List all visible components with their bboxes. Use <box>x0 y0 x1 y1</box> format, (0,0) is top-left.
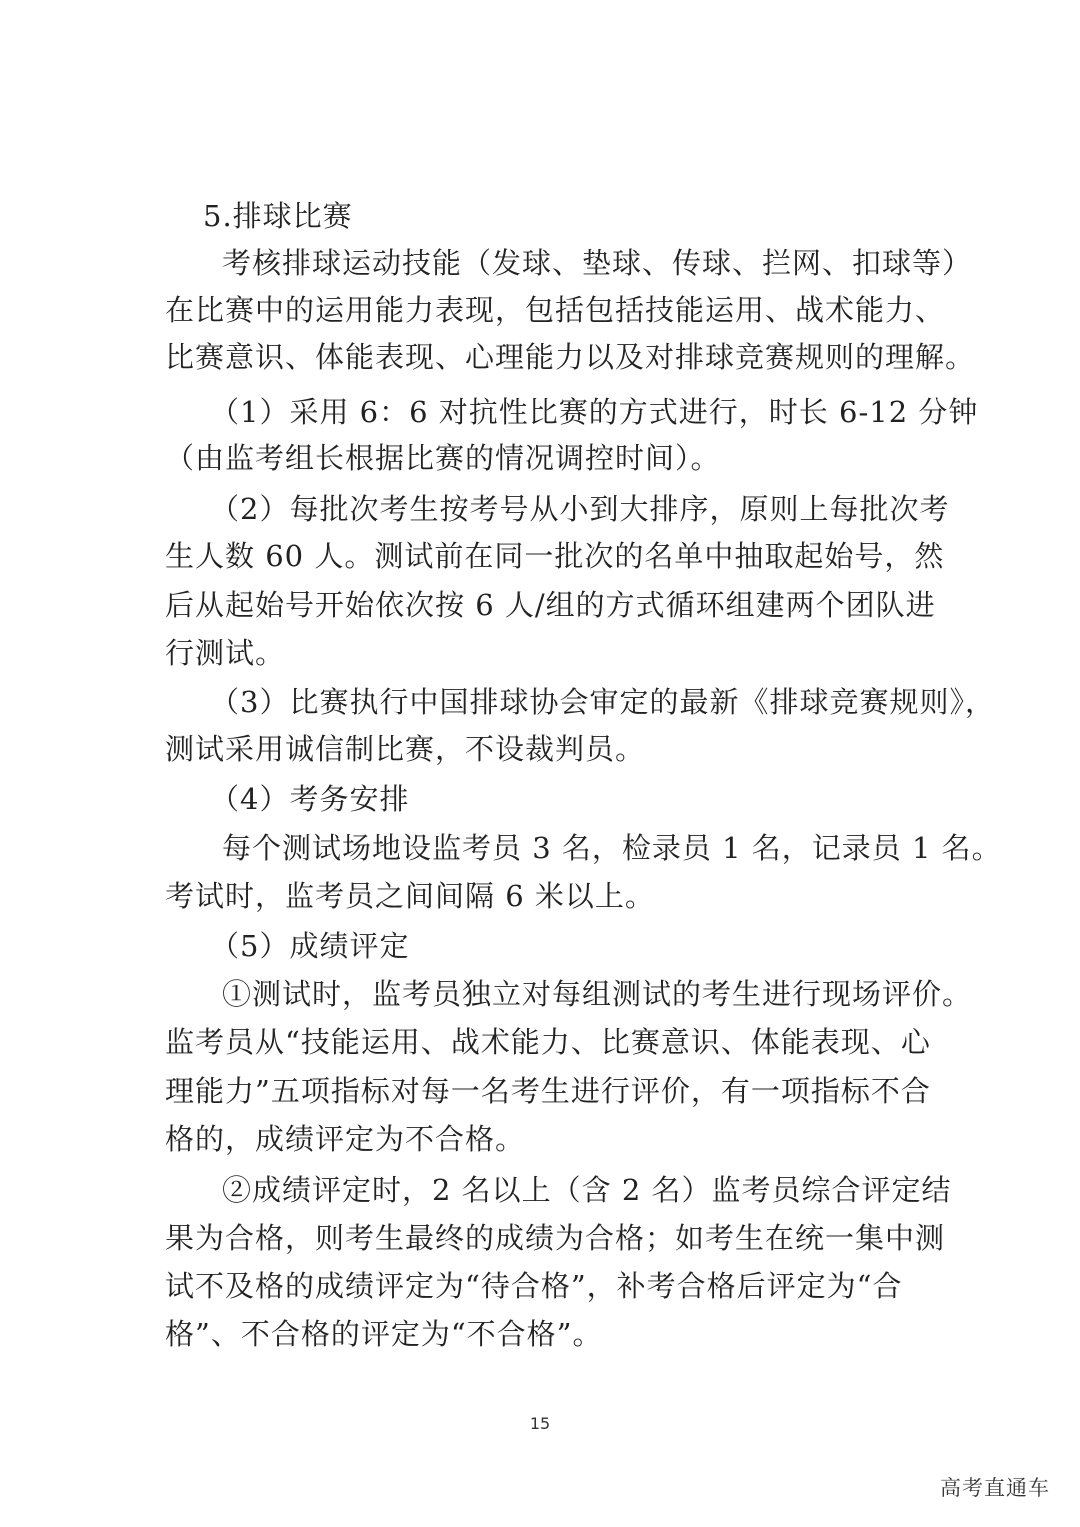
body-line: （2）每批次考生按考号从小到大排序，原则上每批次考 <box>210 492 950 526</box>
body-line: （1）采用 6：6 对抗性比赛的方式进行，时长 6-12 分钟 <box>210 395 979 429</box>
body-line: （3）比赛执行中国排球协会审定的最新《排球竞赛规则》， <box>210 685 995 719</box>
page-number: 15 <box>529 1414 551 1433</box>
body-line: 试不及格的成绩评定为“待合格”，补考合格后评定为“合 <box>165 1269 903 1303</box>
section-heading: 5.排球比赛 <box>203 199 353 233</box>
body-line: 理能力”五项指标对每一名考生进行评价，有一项指标不合 <box>165 1074 931 1108</box>
watermark-label: 高考直通车 <box>940 1476 1050 1500</box>
subheading: （4）考务安排 <box>210 782 410 816</box>
subheading: （5）成绩评定 <box>210 929 410 963</box>
body-line: 考试时，监考员之间间隔 6 米以上。 <box>165 879 655 913</box>
body-line: ②成绩评定时，2 名以上（含 2 名）监考员综合评定结 <box>222 1173 952 1207</box>
body-line: 在比赛中的运用能力表现，包括包括技能运用、战术能力、 <box>165 293 946 327</box>
body-line: （由监考组长根据比赛的情况调控时间）。 <box>165 441 721 475</box>
body-line: 考核排球运动技能（发球、垫球、传球、拦网、扣球等） <box>222 246 973 280</box>
body-line: 果为合格，则考生最终的成绩为合格；如考生在统一集中测 <box>165 1221 946 1255</box>
body-line: 每个测试场地设监考员 3 名，检录员 1 名，记录员 1 名。 <box>222 831 1002 865</box>
body-line: ①测试时，监考员独立对每组测试的考生进行现场评价。 <box>222 977 973 1011</box>
body-line: 格的，成绩评定为不合格。 <box>165 1122 526 1156</box>
body-line: 测试采用诚信制比赛，不设裁判员。 <box>165 732 646 766</box>
body-line: 行测试。 <box>165 636 286 670</box>
body-line: 监考员从“技能运用、战术能力、比赛意识、体能表现、心 <box>165 1025 931 1059</box>
body-line: 格”、不合格的评定为“不合格”。 <box>165 1317 603 1351</box>
body-line: 后从起始号开始依次按 6 人/组的方式循环组建两个团队进 <box>165 588 936 622</box>
body-line: 比赛意识、体能表现、心理能力以及对排球竞赛规则的理解。 <box>165 340 976 374</box>
body-line: 生人数 60 人。测试前在同一批次的名单中抽取起始号，然 <box>165 539 945 573</box>
